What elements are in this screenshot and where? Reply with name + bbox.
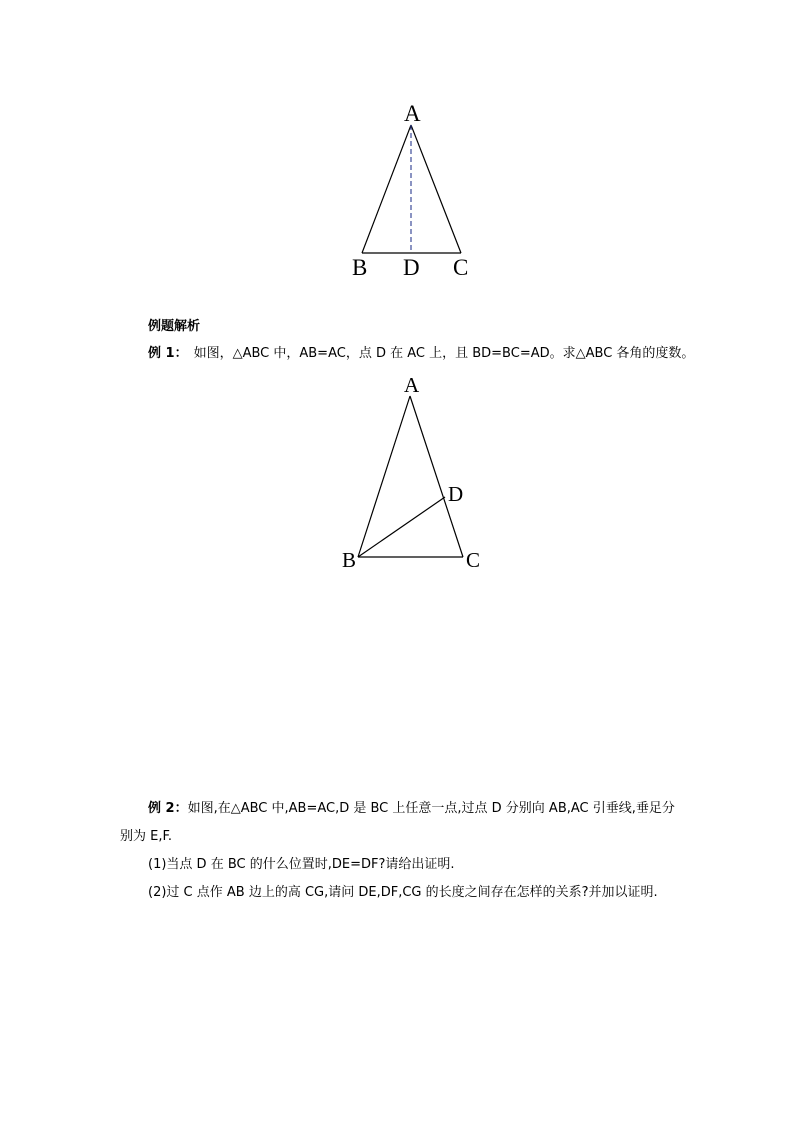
example-1-text: 如图，△ABC 中，AB=AC，点 D 在 AC 上，且 BD=BC=AD。求△ABC 各角的度数。 [193, 346, 695, 361]
figure-2-label-d: D [448, 482, 464, 506]
example-2-question-2: (2)过 C 点作 AB 边上的高 CG,请问 DE,DF,CG 的长度之间存在怎样的关系?并加以证明. [148, 885, 658, 900]
figure-2-side-ab [358, 396, 410, 557]
figure-2-side-ac [410, 396, 463, 557]
example-2-label: 例 2： [148, 801, 188, 816]
example-2-line-1 [148, 801, 675, 817]
figure-1-label-d: D [403, 255, 420, 280]
figure-2-segment-bd [358, 497, 445, 557]
example-1-line [148, 346, 694, 362]
figure-1-side-ab [362, 125, 411, 253]
figure-2-svg [335, 370, 495, 575]
section-heading: 例题解析 [148, 319, 201, 334]
example-2-line-2: 别为 E,F. [120, 829, 173, 844]
figure-2-triangle-bd [335, 370, 495, 575]
example-2-text-line-1: 如图,在△ABC 中,AB=AC,D 是 BC 上任意一点,过点 D 分别向 AB,AC 引垂线,垂足分 [187, 801, 675, 816]
figure-2-label-c: C [466, 548, 481, 572]
figure-2-label-a: A [404, 373, 420, 397]
figure-1-label-b: B [352, 255, 368, 280]
figure-1-side-ac [411, 125, 461, 253]
example-1-label: 例 1： [148, 346, 188, 361]
figure-1-label-c: C [453, 255, 469, 280]
figure-1-svg [340, 95, 480, 285]
figure-2-label-b: B [342, 548, 357, 572]
figure-1-isosceles-triangle [340, 95, 480, 285]
figure-1-label-a: A [404, 101, 421, 126]
example-2-question-1: (1)当点 D 在 BC 的什么位置时,DE=DF?请给出证明. [148, 857, 455, 872]
